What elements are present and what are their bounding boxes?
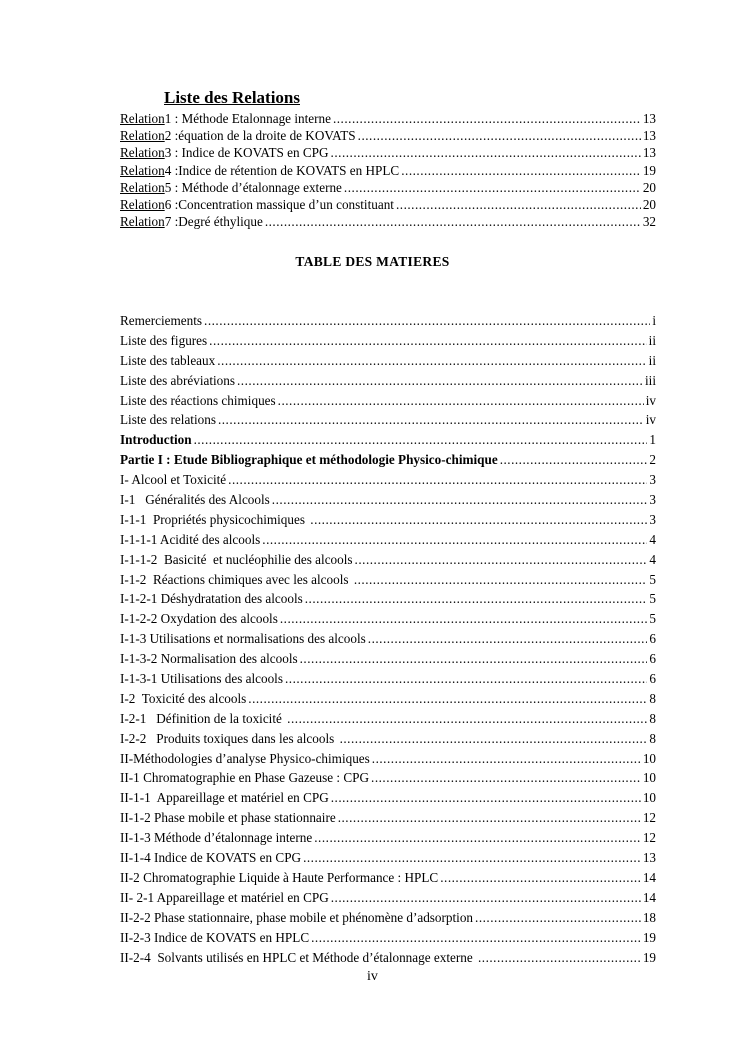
toc-list <box>120 311 656 967</box>
toc-entry-page: 19 <box>642 929 656 945</box>
dot-leader <box>262 530 647 550</box>
dot-leader <box>331 788 641 808</box>
relation-entry-prefix: Relation <box>120 128 165 144</box>
toc-entry[interactable] <box>120 848 656 868</box>
toc-entry[interactable] <box>120 908 656 928</box>
toc-entry[interactable] <box>120 589 656 609</box>
toc-entry-text: I-1-2-2 Oxydation des alcools <box>120 611 278 627</box>
toc-entry-text: I-1-2-1 Déshydratation des alcools <box>120 591 303 607</box>
toc-entry-text: II-1 Chromatographie en Phase Gazeuse : CPG <box>120 770 370 786</box>
toc-entry-text: I-1-3 Utilisations et normalisations des alcools <box>120 631 366 647</box>
toc-entry-page: 3 <box>649 472 656 488</box>
toc-entry-page: 18 <box>642 909 656 925</box>
toc-entry-page: 5 <box>649 591 656 607</box>
toc-entry[interactable] <box>120 729 656 749</box>
toc-entry-page: 8 <box>649 690 656 706</box>
toc-entry[interactable] <box>120 530 656 550</box>
relation-entry-page: 13 <box>642 128 656 144</box>
relation-entry[interactable] <box>120 196 656 213</box>
dot-leader <box>237 371 643 391</box>
dot-leader <box>310 510 647 530</box>
toc-entry[interactable] <box>120 928 656 948</box>
dot-leader <box>300 649 648 669</box>
toc-entry-text: I-1-1 Propriétés physicochimiques <box>120 511 309 527</box>
relation-entry-prefix: Relation <box>120 111 165 126</box>
toc-entry-text: Liste des réactions chimiques <box>120 392 276 408</box>
dot-leader <box>333 110 641 127</box>
dot-leader <box>475 908 641 928</box>
relation-entry-prefix: Relation <box>120 179 165 195</box>
relation-entry-text: 7 :Degré éthylique <box>164 214 263 230</box>
dot-leader <box>228 470 647 490</box>
dot-leader <box>194 430 648 450</box>
toc-entry[interactable] <box>120 311 656 331</box>
relation-entry[interactable] <box>120 179 656 196</box>
toc-entry[interactable] <box>120 649 656 669</box>
relation-entry-page: 13 <box>642 111 656 126</box>
toc-entry-page: 6 <box>649 631 656 647</box>
dot-leader <box>314 828 641 848</box>
dot-leader <box>340 729 648 749</box>
toc-heading: TABLE DES MATIERES <box>295 254 450 269</box>
toc-entry-text: Partie I : Etude Bibliographique et méthodologie Physico-chimique <box>120 452 498 468</box>
toc-entry-text: I-1-2 Réactions chimiques avec les alcools <box>120 571 352 587</box>
toc-entry-text: Liste des relations <box>120 412 216 428</box>
dot-leader <box>500 450 648 470</box>
toc-entry[interactable] <box>120 629 656 649</box>
toc-entry-page: 6 <box>649 671 656 687</box>
dot-leader <box>218 410 644 430</box>
relation-entry-page: 19 <box>642 162 656 178</box>
relations-heading: Liste des Relations <box>164 88 300 107</box>
toc-entry-text: II-2-3 Indice de KOVATS en HPLC <box>120 929 310 945</box>
relation-entry[interactable] <box>120 127 656 144</box>
dot-leader <box>344 179 641 196</box>
toc-entry-page: 8 <box>649 730 656 746</box>
toc-entry[interactable] <box>120 450 656 470</box>
relation-entry-text: 5 : Méthode d’étalonnage externe <box>164 179 342 195</box>
toc-entry-text: I-1-1-2 Basicité et nucléophilie des alcools <box>120 551 353 567</box>
toc-entry[interactable] <box>120 470 656 490</box>
toc-entry-page: 2 <box>649 452 656 468</box>
dot-leader <box>354 570 648 590</box>
relation-entry-prefix: Relation <box>120 145 165 161</box>
dot-leader <box>287 709 647 729</box>
toc-entry-text: II-Méthodologies d’analyse Physico-chimiques <box>120 750 370 766</box>
dot-leader <box>272 490 648 510</box>
relation-entry[interactable] <box>120 213 656 230</box>
dot-leader <box>401 162 641 179</box>
toc-entry-text: I-2-1 Définition de la toxicité <box>120 710 286 726</box>
dot-leader <box>265 213 641 230</box>
toc-entry-page: i <box>652 313 656 328</box>
toc-entry[interactable] <box>120 570 656 590</box>
toc-entry[interactable] <box>120 788 656 808</box>
dot-leader <box>331 888 641 908</box>
toc-entry[interactable] <box>120 888 656 908</box>
toc-entry[interactable] <box>120 490 656 510</box>
relation-entry-prefix: Relation <box>120 214 165 230</box>
dot-leader <box>368 629 648 649</box>
toc-entry-text: II-1-4 Indice de KOVATS en CPG <box>120 850 302 866</box>
toc-entry-text: Liste des figures <box>120 332 208 348</box>
toc-entry-text: Liste des abréviations <box>120 372 235 388</box>
toc-entry-page: 10 <box>642 750 656 766</box>
dot-leader <box>248 689 647 709</box>
toc-entry-text: Introduction <box>120 432 192 448</box>
toc-entry-text: I- Alcool et Toxicité <box>120 472 227 488</box>
toc-entry[interactable] <box>120 828 656 848</box>
toc-entry[interactable] <box>120 669 656 689</box>
dot-leader <box>478 948 641 968</box>
relation-entry-prefix: Relation <box>120 162 165 178</box>
toc-entry[interactable] <box>120 609 656 629</box>
relation-entry-page: 13 <box>642 145 656 161</box>
toc-entry-page: 13 <box>642 850 656 866</box>
toc-entry[interactable] <box>120 808 656 828</box>
toc-entry-page: 8 <box>649 710 656 726</box>
toc-entry-page: 5 <box>649 611 656 627</box>
toc-entry-text: II-2-4 Solvants utilisés en HPLC et Méthode d’étalonnage externe <box>120 949 476 965</box>
toc-entry-page: ii <box>648 332 656 348</box>
toc-entry-page: 12 <box>642 830 656 846</box>
dot-leader <box>371 768 641 788</box>
toc-entry-text: I-2-2 Produits toxiques dans les alcools <box>120 730 338 746</box>
relation-entry-page: 20 <box>642 196 656 212</box>
toc-entry-page: 3 <box>649 511 656 527</box>
dot-leader <box>331 144 641 161</box>
toc-entry[interactable] <box>120 709 656 729</box>
dot-leader <box>355 550 648 570</box>
relations-list <box>120 110 656 230</box>
dot-leader <box>303 848 641 868</box>
dot-leader <box>305 589 648 609</box>
dot-leader <box>372 749 641 769</box>
toc-entry-page: 19 <box>642 949 656 965</box>
dot-leader <box>440 868 641 888</box>
dot-leader <box>204 311 650 331</box>
dot-leader <box>217 351 646 371</box>
toc-entry-page: 14 <box>642 889 656 905</box>
toc-entry[interactable] <box>120 689 656 709</box>
toc-entry-page: 6 <box>649 651 656 667</box>
page-number: iv <box>367 969 378 984</box>
toc-entry-page: 10 <box>642 790 656 806</box>
toc-entry[interactable] <box>120 430 656 450</box>
toc-entry-text: I-1 Généralités des Alcools <box>120 492 270 508</box>
dot-leader <box>285 669 647 689</box>
dot-leader <box>358 127 641 144</box>
toc-entry-page: 1 <box>649 432 656 448</box>
relation-entry-page: 20 <box>642 179 656 195</box>
toc-entry-page: 4 <box>649 531 656 547</box>
toc-entry[interactable] <box>120 868 656 888</box>
toc-entry-page: 12 <box>642 810 656 826</box>
relation-entry-prefix: Relation <box>120 196 165 212</box>
toc-entry[interactable] <box>120 410 656 430</box>
dot-leader <box>396 196 641 213</box>
relation-entry-text: 2 :équation de la droite de KOVATS <box>164 128 356 144</box>
toc-entry[interactable] <box>120 510 656 530</box>
toc-entry-page: 5 <box>649 571 656 587</box>
relation-entry-text: 3 : Indice de KOVATS en CPG <box>164 145 329 161</box>
toc-entry-page: 3 <box>649 492 656 508</box>
relation-entry[interactable] <box>120 162 656 179</box>
toc-entry-text: II-1-3 Méthode d’étalonnage interne <box>120 830 313 846</box>
toc-entry[interactable] <box>120 351 656 371</box>
toc-entry[interactable] <box>120 768 656 788</box>
toc-entry[interactable] <box>120 948 656 968</box>
toc-entry-text: II-1-1 Appareillage et matériel en CPG <box>120 790 329 806</box>
toc-entry[interactable] <box>120 391 656 411</box>
relation-entry-text: 4 :Indice de rétention de KOVATS en HPLC <box>164 162 400 178</box>
dot-leader <box>209 331 647 351</box>
toc-entry-text: I-1-3-2 Normalisation des alcools <box>120 651 298 667</box>
toc-entry-page: 4 <box>649 551 656 567</box>
toc-entry[interactable] <box>120 749 656 769</box>
toc-entry-page: ii <box>648 352 656 368</box>
relation-entry-page: 32 <box>642 214 656 230</box>
toc-entry-text: I-2 Toxicité des alcools <box>120 690 247 706</box>
toc-entry-page: 10 <box>642 770 656 786</box>
toc-entry-page: 14 <box>642 869 656 885</box>
relation-entry-text: 6 :Concentration massique d’un constituant <box>164 196 394 212</box>
toc-entry-text: Remerciements <box>120 313 203 328</box>
dot-leader <box>311 928 641 948</box>
toc-entry[interactable] <box>120 331 656 351</box>
dot-leader <box>280 609 648 629</box>
toc-entry-page: iv <box>645 392 656 408</box>
relation-entry-text: 1 : Méthode Etalonnage interne <box>164 111 331 126</box>
toc-entry-text: II- 2-1 Appareillage et matériel en CPG <box>120 889 329 905</box>
relation-entry[interactable] <box>120 110 656 127</box>
toc-entry-text: II-2 Chromatographie Liquide à Haute Performance : HPLC <box>120 869 439 885</box>
relation-entry[interactable] <box>120 144 656 161</box>
toc-entry-page: iv <box>645 412 656 428</box>
toc-entry[interactable] <box>120 371 656 391</box>
dot-leader <box>278 391 644 411</box>
toc-entry-text: II-2-2 Phase stationnaire, phase mobile et phénomène d’adsorption <box>120 909 474 925</box>
toc-entry-text: I-1-1-1 Acidité des alcools <box>120 531 261 547</box>
toc-entry-text: I-1-3-1 Utilisations des alcools <box>120 671 283 687</box>
dot-leader <box>338 808 641 828</box>
toc-entry-text: Liste des tableaux <box>120 352 216 368</box>
toc-entry-text: II-1-2 Phase mobile et phase stationnaire <box>120 810 336 826</box>
toc-entry[interactable] <box>120 550 656 570</box>
toc-entry-page: iii <box>645 372 656 388</box>
